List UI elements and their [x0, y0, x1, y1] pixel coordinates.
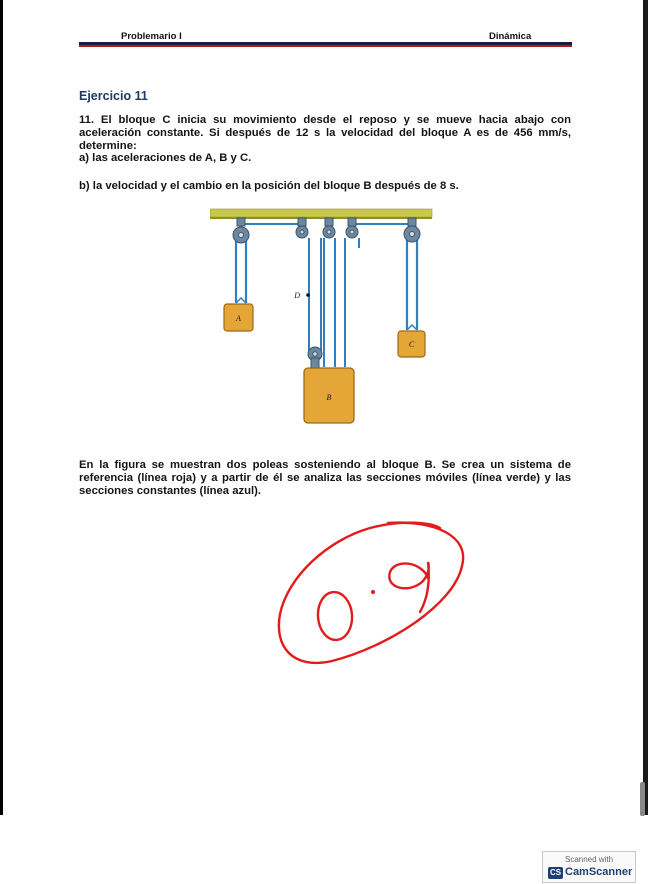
header-rule-red: [79, 45, 572, 47]
pulley-top-3: [323, 218, 335, 238]
block-c-label: C: [408, 340, 415, 349]
header-subject: Dinámica: [489, 31, 532, 42]
scrollbar-thumb[interactable]: [640, 782, 645, 816]
camscanner-watermark: [542, 851, 636, 883]
pulley-top-1: [233, 218, 249, 243]
explanation-paragraph: En la figura se muestran dos poleas sosteniendo al bloque B. Se crea un sistema de referencia (línea roja) y a partir de él se analiza las secciones móviles (línea verde) y las secciones constantes (línea azul).: [79, 459, 571, 497]
answer-digit-zero: [316, 591, 353, 641]
block-b-label: B: [326, 393, 332, 402]
ceiling-beam: [210, 209, 432, 217]
handwritten-answer: [270, 518, 480, 668]
question-part-b: b) la velocidad y el cambio en la posición del bloque B después de 8 s.: [79, 180, 459, 192]
scan-left-border: [0, 0, 3, 815]
watermark-brand: CamScanner: [565, 866, 633, 878]
problem-statement: 11. El bloque C inicia su movimiento desde el reposo y se mueve hacia abajo con aceleración constante. Si después de 12 s la velocidad del bloque A es de 456 mm/s, determine:: [79, 114, 571, 152]
watermark-caption: Scanned with: [564, 855, 614, 864]
answer-decimal-point: [371, 590, 375, 594]
block-a-label: A: [236, 314, 241, 323]
pulley-top-5: [404, 218, 420, 242]
answer-circle: [279, 523, 463, 663]
header-course: Problemario I: [121, 31, 182, 42]
pulley-top-2: [296, 218, 308, 238]
pulley-lower: [308, 347, 322, 369]
point-d-label: D: [294, 291, 300, 300]
hook-c: [407, 325, 417, 330]
point-d-marker: [306, 293, 310, 297]
answer-digit-nine: [389, 562, 428, 612]
question-part-a: a) las aceleraciones de A, B y C.: [79, 152, 252, 164]
hook-a: [236, 298, 246, 303]
scan-right-border: [643, 0, 648, 815]
camscanner-logo-icon: CS: [549, 868, 562, 877]
pulley-top-4: [346, 218, 358, 238]
exercise-title: Ejercicio 11: [79, 89, 148, 103]
pulley-system-figure: [210, 200, 440, 430]
